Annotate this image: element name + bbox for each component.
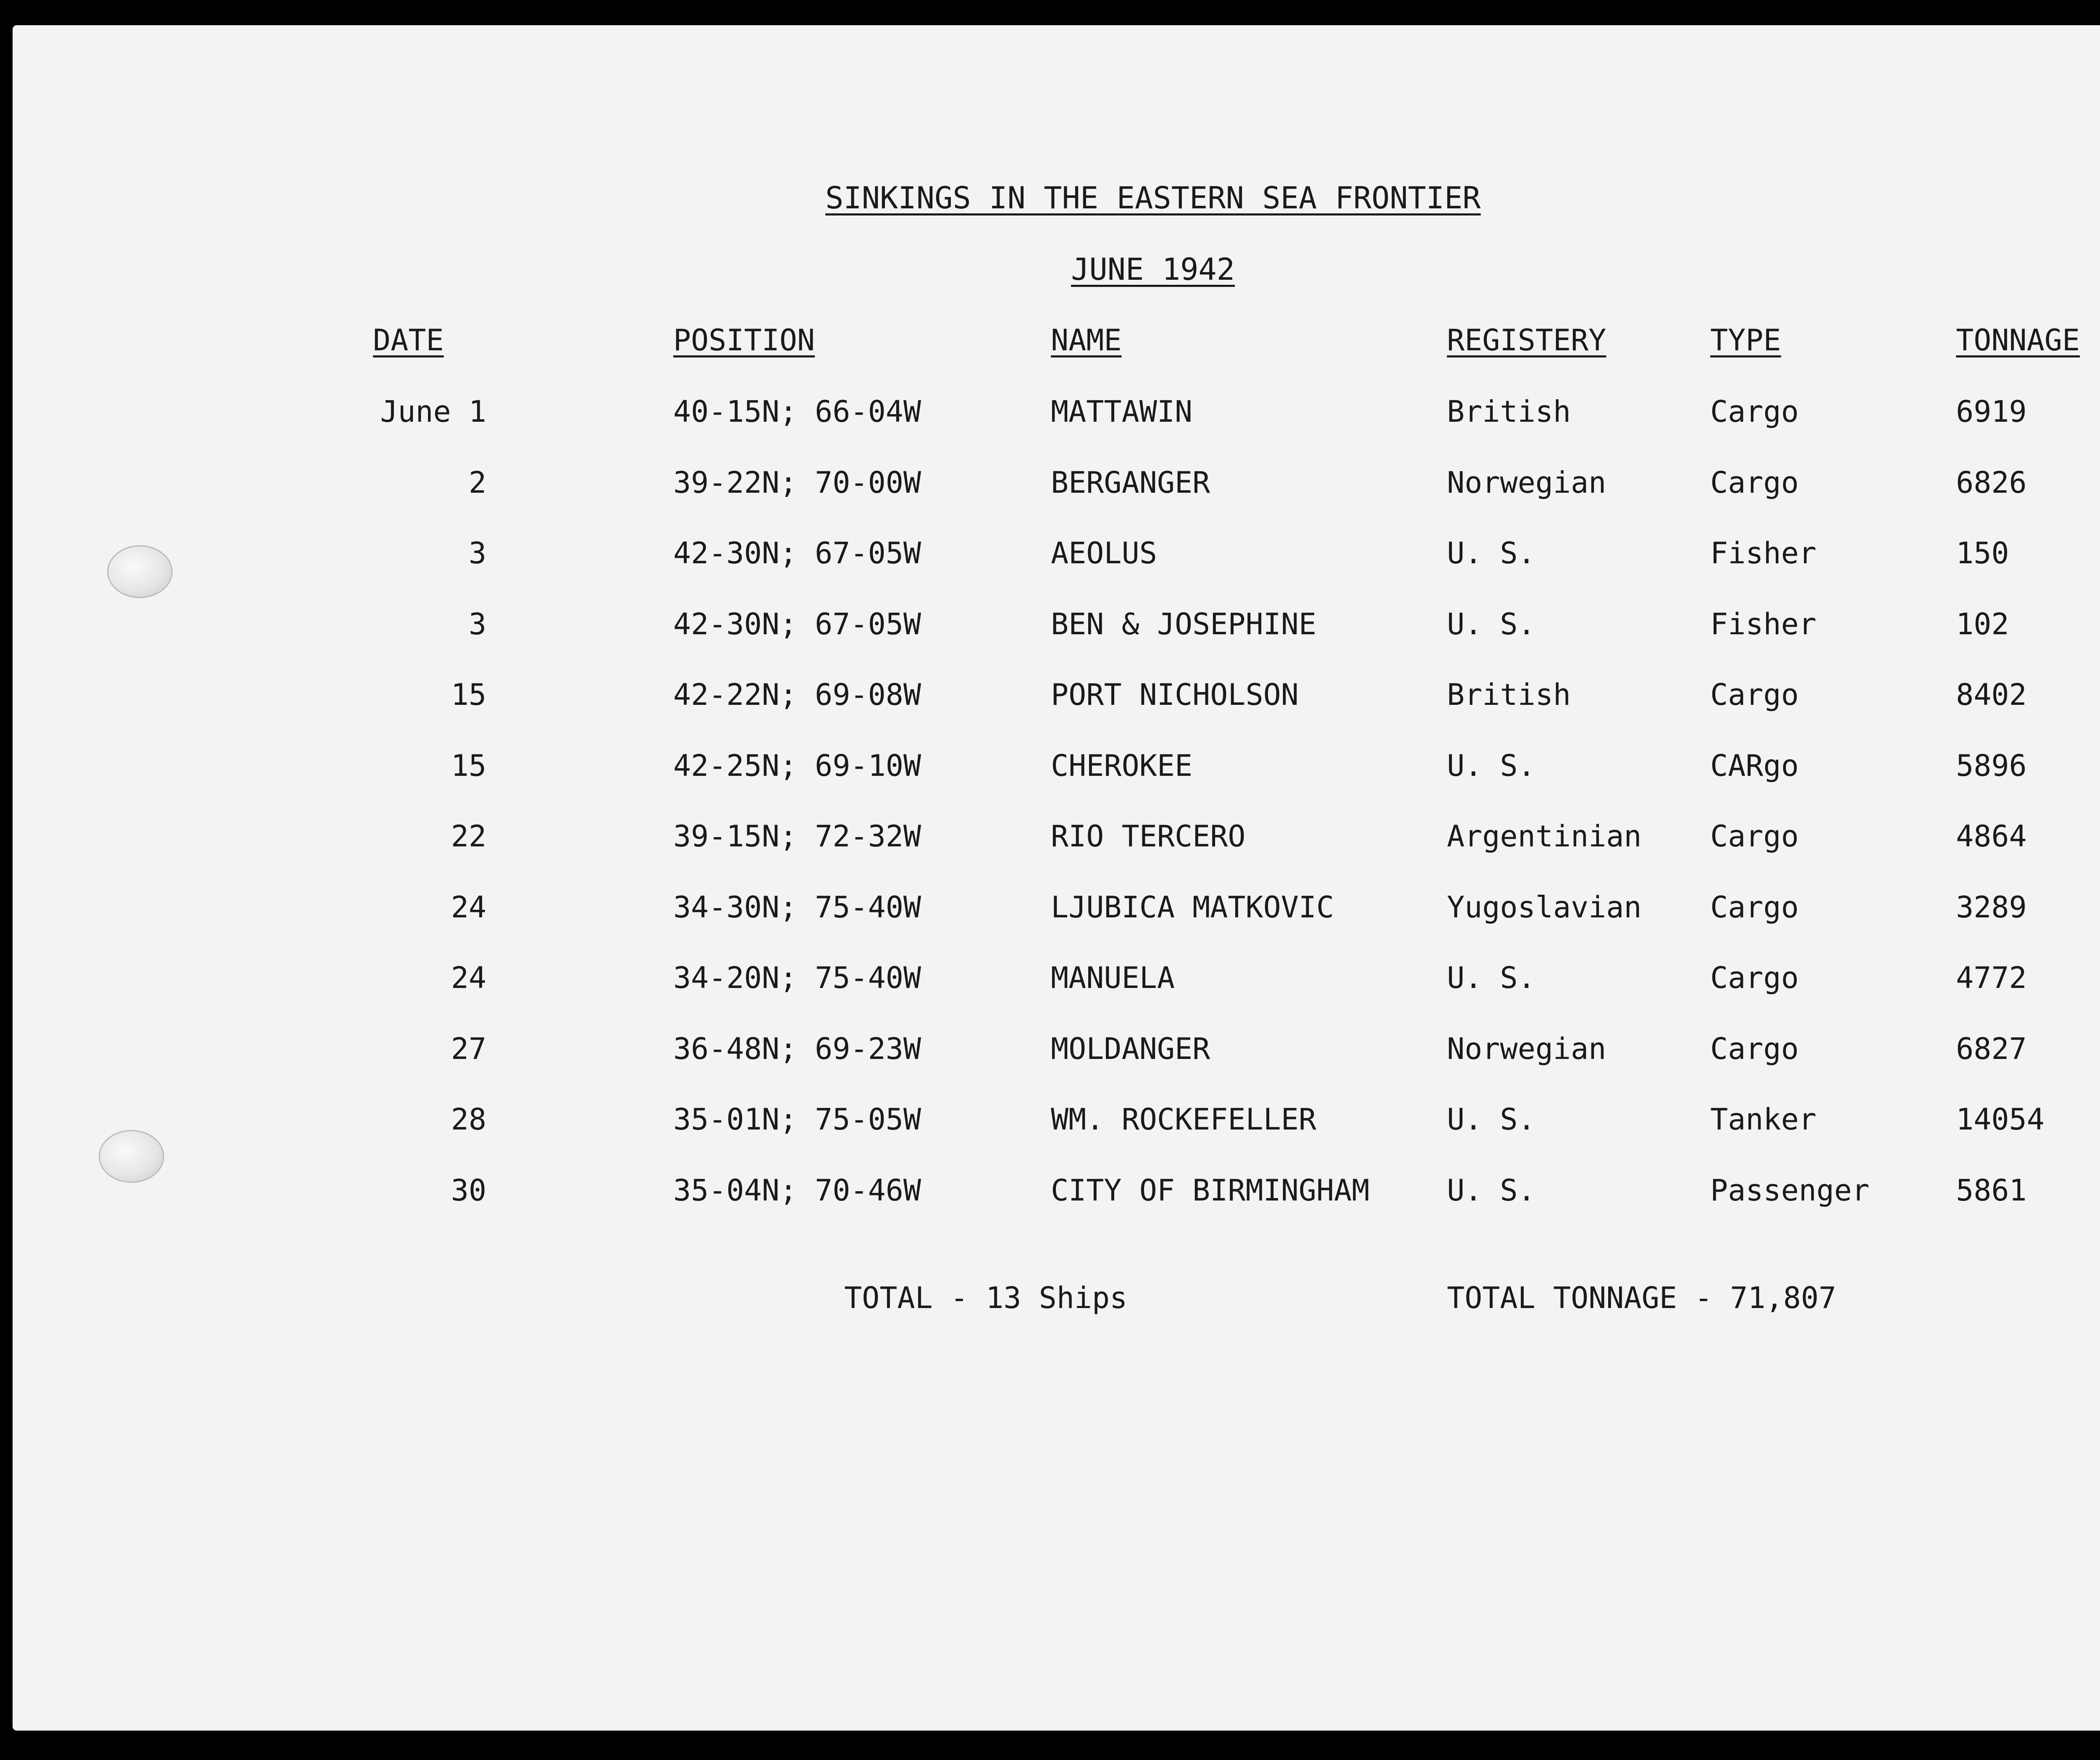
cell-date: 3 xyxy=(468,607,486,641)
cell-date: 30 xyxy=(451,1173,486,1208)
column-header-position: POSITION xyxy=(673,323,815,357)
cell-date: 27 xyxy=(451,1032,486,1066)
cell-name: BERGANGER xyxy=(1051,465,1210,500)
cell-registery: Norwegian xyxy=(1447,1032,1606,1066)
cell-date: 22 xyxy=(451,819,486,854)
cell-tonnage: 5896 xyxy=(1956,749,2027,783)
cell-date: 15 xyxy=(451,678,486,712)
total-ships: TOTAL - 13 Ships xyxy=(844,1281,1128,1315)
cell-tonnage: 3289 xyxy=(1956,890,2027,925)
cell-position: 42-30N; 67-05W xyxy=(673,536,921,570)
total-tonnage: TOTAL TONNAGE - 71,807 xyxy=(1447,1281,1837,1315)
cell-registery: Yugoslavian xyxy=(1447,890,1642,925)
cell-name: CITY OF BIRMINGHAM xyxy=(1051,1173,1370,1208)
cell-registery: British xyxy=(1447,394,1571,429)
cell-position: 42-30N; 67-05W xyxy=(673,607,921,641)
cell-registery: U. S. xyxy=(1447,961,1536,995)
cell-registery: Norwegian xyxy=(1447,465,1606,500)
cell-date: 3 xyxy=(468,536,486,570)
cell-registery: U. S. xyxy=(1447,1102,1536,1137)
cell-name: AEOLUS xyxy=(1051,536,1157,570)
cell-date: 24 xyxy=(451,890,486,925)
cell-position: 36-48N; 69-23W xyxy=(673,1032,921,1066)
column-header-tonnage: TONNAGE xyxy=(1956,323,2080,357)
cell-type: Cargo xyxy=(1710,678,1799,712)
cell-name: MANUELA xyxy=(1051,961,1175,995)
cell-tonnage: 150 xyxy=(1956,536,2009,570)
cell-name: MATTAWIN xyxy=(1051,394,1193,429)
cell-position: 40-15N; 66-04W xyxy=(673,394,921,429)
cell-tonnage: 14054 xyxy=(1956,1102,2045,1137)
document-title: SINKINGS IN THE EASTERN SEA FRONTIER xyxy=(825,180,1481,215)
cell-date: 24 xyxy=(451,961,486,995)
cell-type: Cargo xyxy=(1710,819,1799,854)
cell-position: 39-22N; 70-00W xyxy=(673,465,921,500)
document-subtitle: JUNE 1942 xyxy=(1071,252,1235,287)
column-header-name: NAME xyxy=(1051,323,1122,357)
cell-date: June 1 xyxy=(380,394,486,429)
cell-registery: U. S. xyxy=(1447,536,1536,570)
cell-tonnage: 4772 xyxy=(1956,961,2027,995)
cell-name: WM. ROCKEFELLER xyxy=(1051,1102,1317,1137)
cell-date: 15 xyxy=(451,749,486,783)
cell-tonnage: 4864 xyxy=(1956,819,2027,854)
cell-registery: U. S. xyxy=(1447,749,1536,783)
cell-type: Cargo xyxy=(1710,394,1799,429)
cell-registery: Argentinian xyxy=(1447,819,1642,854)
cell-date: 2 xyxy=(468,465,486,500)
cell-name: CHEROKEE xyxy=(1051,749,1193,783)
cell-name: RIO TERCERO xyxy=(1051,819,1246,854)
cell-type: Cargo xyxy=(1710,961,1799,995)
cell-name: PORT NICHOLSON xyxy=(1051,678,1299,712)
cell-tonnage: 6826 xyxy=(1956,465,2027,500)
column-header-date: DATE xyxy=(373,323,444,357)
cell-position: 35-01N; 75-05W xyxy=(673,1102,921,1137)
cell-type: Fisher xyxy=(1710,536,1816,570)
cell-tonnage: 6919 xyxy=(1956,394,2027,429)
cell-tonnage: 8402 xyxy=(1956,678,2027,712)
cell-name: MOLDANGER xyxy=(1051,1032,1210,1066)
cell-type: Cargo xyxy=(1710,465,1799,500)
cell-type: CARgo xyxy=(1710,749,1799,783)
cell-registery: U. S. xyxy=(1447,1173,1536,1208)
cell-position: 34-20N; 75-40W xyxy=(673,961,921,995)
column-header-registery: REGISTERY xyxy=(1447,323,1606,357)
cell-position: 35-04N; 70-46W xyxy=(673,1173,921,1208)
column-header-type: TYPE xyxy=(1710,323,1781,357)
cell-tonnage: 5861 xyxy=(1956,1173,2027,1208)
cell-type: Cargo xyxy=(1710,890,1799,925)
cell-position: 42-22N; 69-08W xyxy=(673,678,921,712)
cell-registery: U. S. xyxy=(1447,607,1536,641)
cell-position: 42-25N; 69-10W xyxy=(673,749,921,783)
punch-hole-upper xyxy=(107,545,173,598)
cell-name: BEN & JOSEPHINE xyxy=(1051,607,1317,641)
cell-position: 39-15N; 72-32W xyxy=(673,819,921,854)
cell-type: Tanker xyxy=(1710,1102,1816,1137)
cell-type: Passenger xyxy=(1710,1173,1870,1208)
paper-sheet xyxy=(13,25,2100,1731)
cell-date: 28 xyxy=(451,1102,486,1137)
cell-name: LJUBICA MATKOVIC xyxy=(1051,890,1334,925)
punch-hole-lower xyxy=(99,1130,164,1183)
cell-tonnage: 6827 xyxy=(1956,1032,2027,1066)
cell-type: Fisher xyxy=(1710,607,1816,641)
cell-registery: British xyxy=(1447,678,1571,712)
cell-position: 34-30N; 75-40W xyxy=(673,890,921,925)
cell-type: Cargo xyxy=(1710,1032,1799,1066)
cell-tonnage: 102 xyxy=(1956,607,2009,641)
